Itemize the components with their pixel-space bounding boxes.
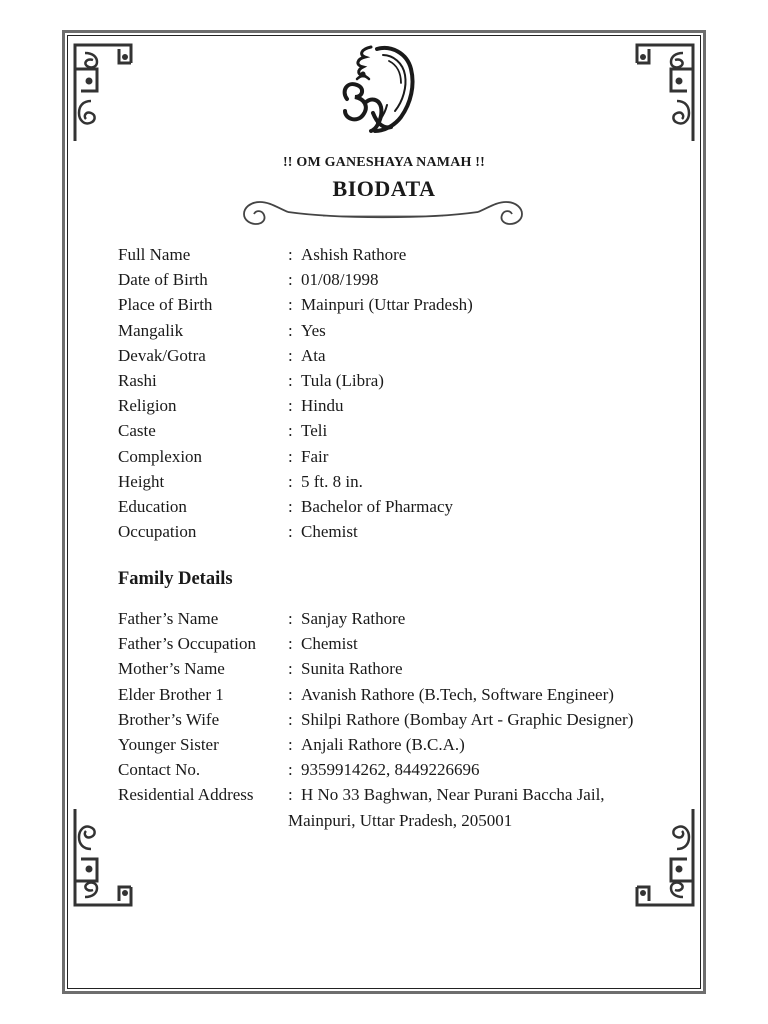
detail-row-place-of-birth — [118, 292, 678, 317]
detail-separator: : — [288, 371, 293, 391]
detail-value: Teli — [301, 421, 328, 441]
detail-row-height — [118, 469, 678, 494]
detail-row-mangalik — [118, 318, 678, 343]
detail-label: Education — [118, 497, 187, 517]
detail-value: Tula (Libra) — [301, 371, 384, 391]
detail-value: 01/08/1998 — [301, 270, 379, 290]
detail-value: 9359914262, 8449226696 — [301, 760, 480, 780]
detail-separator: : — [288, 760, 293, 780]
detail-row-education — [118, 494, 678, 519]
detail-value: Ashish Rathore — [301, 245, 407, 264]
detail-separator: : — [288, 634, 293, 654]
page-title: BIODATA — [332, 176, 436, 201]
detail-row-rashi — [118, 368, 678, 393]
detail-label: Residential Address — [118, 785, 254, 805]
detail-row-occupation — [118, 519, 678, 544]
family-details-heading: Family Details — [118, 569, 233, 589]
detail-label: Occupation — [118, 522, 197, 542]
detail-value: Avanish Rathore (B.Tech, Software Engineer) — [301, 684, 614, 704]
title-flourish-icon — [228, 185, 538, 225]
invocation-text: !! OM GANESHAYA NAMAH !! — [282, 155, 486, 170]
corner-ornament-icon — [71, 41, 151, 146]
detail-label: Rashi — [118, 371, 157, 391]
detail-separator: : — [288, 471, 293, 491]
detail-label: Mother’s Name — [118, 659, 225, 679]
detail-value: Shilpi Rathore (Bombay Art - Graphic Designer) — [301, 709, 634, 729]
family-row-contact-no — [118, 757, 678, 782]
detail-value: Chemist — [301, 634, 358, 654]
detail-separator: : — [288, 446, 293, 466]
detail-value: Sunita Rathore — [301, 659, 403, 679]
detail-separator: : — [288, 497, 293, 517]
detail-label: Height — [118, 471, 165, 491]
family-row-residential-address — [118, 782, 678, 807]
detail-separator: : — [288, 609, 293, 628]
detail-separator: : — [288, 270, 293, 290]
personal-details — [118, 242, 678, 544]
detail-label: Elder Brother 1 — [118, 684, 224, 704]
detail-separator: : — [288, 785, 293, 805]
detail-value: Ata — [301, 345, 326, 365]
detail-label: Complexion — [118, 446, 203, 466]
detail-separator: : — [288, 735, 293, 755]
family-row-mothers-name — [118, 656, 678, 681]
detail-label: Full Name — [118, 245, 191, 264]
detail-label: Brother’s Wife — [118, 709, 220, 729]
detail-separator: : — [288, 345, 293, 365]
family-row-younger-sister — [118, 732, 678, 757]
family-row-fathers-occupation — [118, 631, 678, 656]
family-row-fathers-name — [118, 606, 678, 631]
biodata-page — [62, 30, 706, 994]
detail-value: Hindu — [301, 396, 344, 416]
detail-separator: : — [288, 295, 293, 315]
family-row-elder-brother — [118, 682, 678, 707]
detail-separator: : — [288, 684, 293, 704]
detail-value: Mainpuri (Uttar Pradesh) — [301, 295, 473, 315]
detail-value: 5 ft. 8 in. — [301, 471, 363, 491]
detail-label: Mangalik — [118, 320, 184, 340]
detail-value: Anjali Rathore (B.C.A.) — [301, 735, 465, 755]
detail-row-date-of-birth — [118, 267, 678, 292]
detail-label: Date of Birth — [118, 270, 208, 290]
detail-label: Place of Birth — [118, 295, 213, 315]
detail-separator: : — [288, 320, 293, 340]
detail-value: Chemist — [301, 522, 358, 542]
detail-label: Father’s Name — [118, 609, 219, 628]
address-line-2: Mainpuri, Uttar Pradesh, 205001 — [288, 810, 513, 830]
detail-row-religion — [118, 393, 678, 418]
detail-label: Devak/Gotra — [118, 345, 206, 365]
corner-ornament-icon — [617, 41, 697, 146]
family-details — [118, 606, 678, 833]
detail-row-caste — [118, 418, 678, 443]
detail-separator: : — [288, 709, 293, 729]
detail-value: Yes — [301, 320, 326, 340]
detail-value: Fair — [301, 446, 329, 466]
detail-label: Contact No. — [118, 760, 201, 780]
detail-separator: : — [288, 245, 293, 264]
detail-label: Younger Sister — [118, 735, 219, 755]
detail-separator: : — [288, 421, 293, 441]
detail-row-complexion — [118, 444, 678, 469]
detail-label: Caste — [118, 421, 156, 441]
detail-row-full-name — [118, 242, 678, 267]
detail-separator: : — [288, 396, 293, 416]
detail-row-devak-gotra — [118, 343, 678, 368]
detail-value: H No 33 Baghwan, Near Purani Baccha Jail, — [301, 785, 605, 805]
detail-label: Father’s Occupation — [118, 634, 257, 654]
detail-separator: : — [288, 522, 293, 542]
family-row-brothers-wife — [118, 707, 678, 732]
detail-label: Religion — [118, 396, 177, 416]
detail-value: Sanjay Rathore — [301, 609, 406, 628]
detail-value: Bachelor of Pharmacy — [301, 497, 453, 517]
ganesha-icon — [327, 43, 423, 143]
detail-separator: : — [288, 659, 293, 679]
